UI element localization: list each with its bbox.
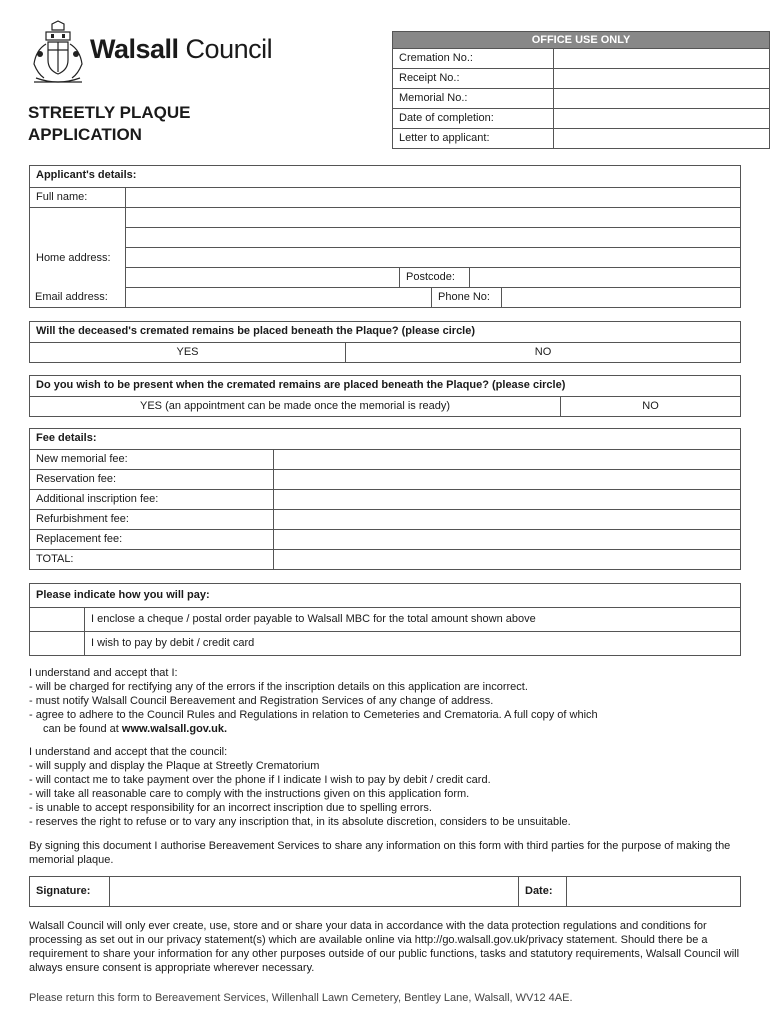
signature-box [29, 876, 741, 907]
office-row: Cremation No.: [392, 49, 770, 69]
present-at-placement-box [29, 375, 741, 417]
full-name-field[interactable] [126, 188, 740, 207]
page-title [28, 102, 190, 146]
card-checkbox[interactable] [30, 632, 85, 655]
address-line-4-field[interactable] [126, 268, 400, 287]
signature-label: Signature: [30, 877, 110, 906]
council-terms [29, 745, 744, 829]
term-item: - reserves the right to refuse or to vary any inscription that, in its absolute discretion, considers to be unsuitable. [29, 816, 571, 828]
postcode-label: Postcode: [400, 268, 470, 287]
council-name: Walsall Council [90, 34, 273, 64]
phone-label: Phone No: [432, 288, 502, 307]
email-address-label: Email address: [35, 291, 108, 303]
title-line-1: STREETLY PLAQUE [28, 103, 191, 122]
fee-label: Replacement fee: [30, 530, 274, 549]
office-use-heading: OFFICE USE ONLY [392, 31, 770, 49]
cheque-option-label: I enclose a cheque / postal order payable to Walsall MBC for the total amount shown above [91, 613, 536, 625]
q1-yes-option[interactable]: YES [30, 343, 346, 362]
q2-no-option[interactable]: NO [642, 400, 659, 412]
email-address-field[interactable] [126, 288, 432, 307]
term-item: - agree to adhere to the Council Rules and Regulations in relation to Cemeteries and Crematoria. A full copy of which [29, 709, 598, 721]
receipt-no-field[interactable] [554, 69, 769, 88]
date-field[interactable] [567, 877, 740, 906]
memorial-no-field[interactable] [554, 89, 769, 108]
term-item: - will take all reasonable care to comply with the instructions given on this application form. [29, 788, 470, 800]
fee-details-box [29, 428, 741, 570]
address-line-3-field[interactable] [126, 248, 740, 268]
fee-label: Refurbishment fee: [30, 510, 274, 529]
term-item: - must notify Walsall Council Bereavement and Registration Services of any change of address. [29, 695, 494, 707]
letter-to-applicant-field[interactable] [554, 129, 769, 148]
card-option-label: I wish to pay by debit / credit card [91, 637, 255, 649]
office-row: Receipt No.: [392, 69, 770, 89]
cheque-checkbox[interactable] [30, 608, 85, 631]
consent-statement: By signing this document I authorise Bereavement Services to share any information on this form with third parties for the purpose of making the memorial plaque. [29, 840, 731, 866]
replacement-fee-field[interactable] [274, 530, 740, 549]
term-item: - will supply and display the Plaque at Streetly Crematorium [29, 760, 320, 772]
payment-heading: Please indicate how you will pay: [36, 589, 210, 601]
office-row: Memorial No.: [392, 89, 770, 109]
office-use-box [392, 31, 770, 149]
question-present-at-placement: Do you wish to be present when the cremated remains are placed beneath the Plaque? (please circle) [36, 379, 566, 391]
date-label: Date: [519, 877, 567, 906]
applicant-heading: Applicant's details: [36, 169, 137, 181]
term-item: - will contact me to take payment over the phone if I indicate I wish to pay by debit / credit card. [29, 774, 491, 786]
reservation-fee-field[interactable] [274, 470, 740, 489]
fee-label: Additional inscription fee: [30, 490, 274, 509]
remains-beneath-plaque-box [29, 321, 741, 363]
payment-method-box [29, 583, 741, 656]
privacy-statement: Walsall Council will only ever create, use, store and or share your data in accordance with the data protection regulations and conditions for processing as set out in our privacy statement(s) which are available online via http://go.walsall.gov.uk/privacy statement. Should there be a requirement to share your information for any other purposes outside of our public functions, tasks and statutory requirements, Walsall Council will always ensure consent is appropriate wherever necessary. [29, 920, 740, 974]
term-item: - will be charged for rectifying any of the errors if the inscription details on this application are incorrect. [29, 681, 528, 693]
additional-inscription-fee-field[interactable] [274, 490, 740, 509]
coat-of-arms-icon [28, 20, 88, 86]
fee-label: TOTAL: [30, 550, 274, 569]
fee-details-heading: Fee details: [36, 432, 97, 444]
applicant-details-box [29, 165, 741, 308]
address-line-1-field[interactable] [126, 208, 740, 228]
q1-no-option[interactable]: NO [534, 346, 552, 358]
refurbishment-fee-field[interactable] [274, 510, 740, 529]
question-remains-beneath: Will the deceased's cremated remains be placed beneath the Plaque? (please circle) [36, 325, 476, 337]
fee-label: New memorial fee: [30, 450, 274, 469]
applicant-terms: I understand and accept that I: - will be charged for rectifying any of the errors if the inscription details on this application are incorrect. - must notify Walsall Council Bereavement and Registration Services of any change of address. - agree to adhere to the Council Rules and Regulations in relation to Cemeteries and Crematoria. A full copy of which can be found at www.walsall.gov.uk. [29, 666, 744, 736]
full-name-label: Full name: [30, 188, 126, 207]
home-address-label: Home address: [30, 208, 126, 307]
office-row: Date of completion: [392, 109, 770, 129]
office-row: Letter to applicant: [392, 129, 770, 149]
total-fee-field[interactable] [274, 550, 740, 569]
walsall-website-link[interactable]: www.walsall.gov.uk. [121, 723, 228, 735]
date-of-completion-field[interactable] [554, 109, 769, 128]
council-terms-intro: I understand and accept that the council: [29, 746, 228, 758]
address-line-2-field[interactable] [126, 228, 740, 248]
q2-yes-option[interactable]: YES (an appointment can be made once the memorial is ready) [30, 397, 561, 416]
signature-field[interactable] [110, 877, 519, 906]
cremation-no-field[interactable] [554, 49, 769, 68]
postcode-field[interactable] [470, 268, 740, 287]
new-memorial-fee-field[interactable] [274, 450, 740, 469]
title-line-2: APPLICATION [28, 125, 142, 144]
phone-field[interactable] [502, 288, 740, 307]
term-item: - is unable to accept responsibility for an incorrect inscription due to spelling errors. [29, 802, 432, 814]
applicant-terms-intro: I understand and accept that I: [29, 667, 178, 679]
fee-label: Reservation fee: [30, 470, 274, 489]
return-address-footer: Please return this form to Bereavement Services, Willenhall Lawn Cemetery, Bentley Lane, Walsall, WV12 4AE. [29, 992, 573, 1004]
